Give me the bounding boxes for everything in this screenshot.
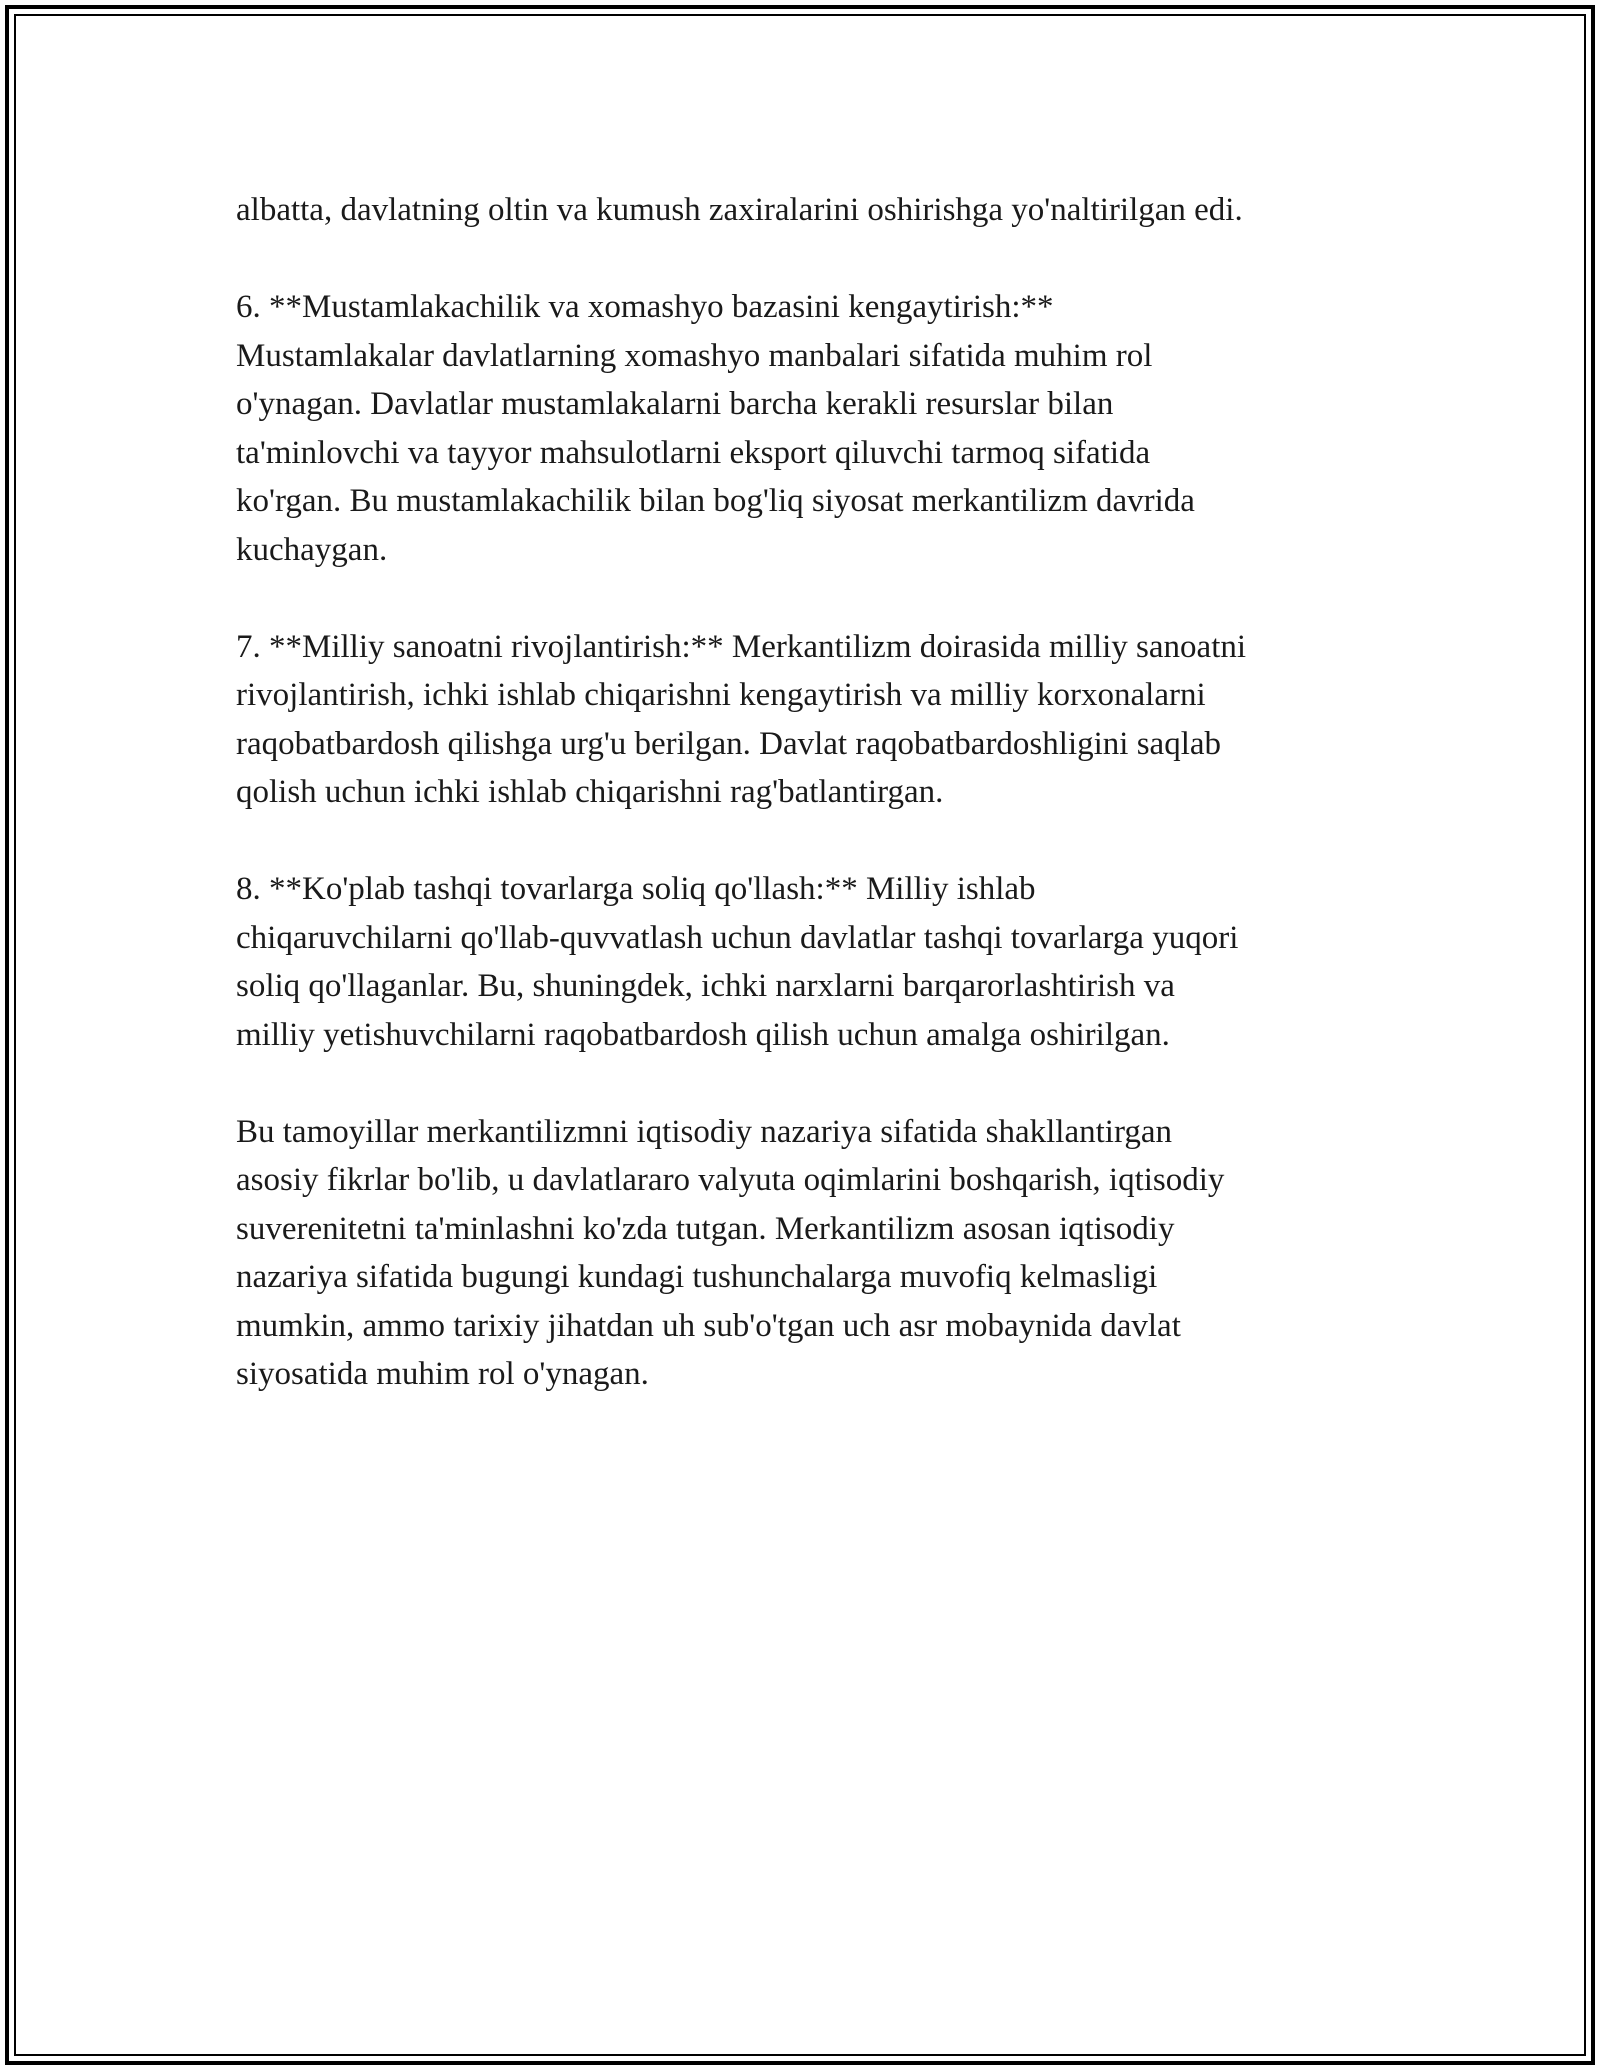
paragraph-conclusion: Bu tamoyillar merkantilizmni iqtisodiy nazariya sifatida shakllantirgan asosiy fikrlar bo'lib, u davlatlararo valyuta oqimlarini boshqarish, iqtisodiy suverenitetni ta'minlashni ko'zda tutgan. Merkantilizm asosan iqtisodiy nazariya sifatida bugungi kundagi tushunchalarga muvofiq kelmasligi mumkin, ammo tarixiy jihatdan uh sub'o'tgan uch asr mobaynida davlat siyosatida muhim rol o'ynagan. (236, 1113, 1225, 1392)
paragraph-item-7: 7. **Milliy sanoatni rivojlantirish:** Merkantilizm doirasida milliy sanoatni rivojlantirish, ichki ishlab chiqarishni kengaytirish va milliy korxonalarni raqobatbardosh qilishga urg'u berilgan. Davlat raqobatbardoshligini saqlab qolish uchun ichki ishlab chiqarishni rag'batlantirgan. (236, 628, 1247, 810)
document-body (236, 186, 1376, 1447)
paragraph-item-6: 6. **Mustamlakachilik va xomashyo bazasini kengaytirish:** Mustamlakalar davlatlarning xomashyo manbalari sifatida muhim rol o'ynagan. Davlatlar mustamlakalarni barcha kerakli resurslar bilan ta'minlovchi va tayyor mahsulotlarni eksport qiluvchi tarmoq sifatida ko'rgan. Bu mustamlakachilik bilan bog'liq siyosat merkantilizm davrida kuchaygan. (236, 289, 1195, 568)
paragraph-continuation: albatta, davlatning oltin va kumush zaxiralarini oshirishga yo'naltirilgan edi. (236, 192, 1243, 228)
paragraph-item-8: 8. **Ko'plab tashqi tovarlarga soliq qo'llash:** Milliy ishlab chiqaruvchilarni qo'llab-quvvatlash uchun davlatlar tashqi tovarlarga yuqori soliq qo'llaganlar. Bu, shuningdek, ichki narxlarni barqarorlashtirish va milliy yetishuvchilarni raqobatbardosh qilish uchun amalga oshirilgan. (236, 871, 1239, 1053)
